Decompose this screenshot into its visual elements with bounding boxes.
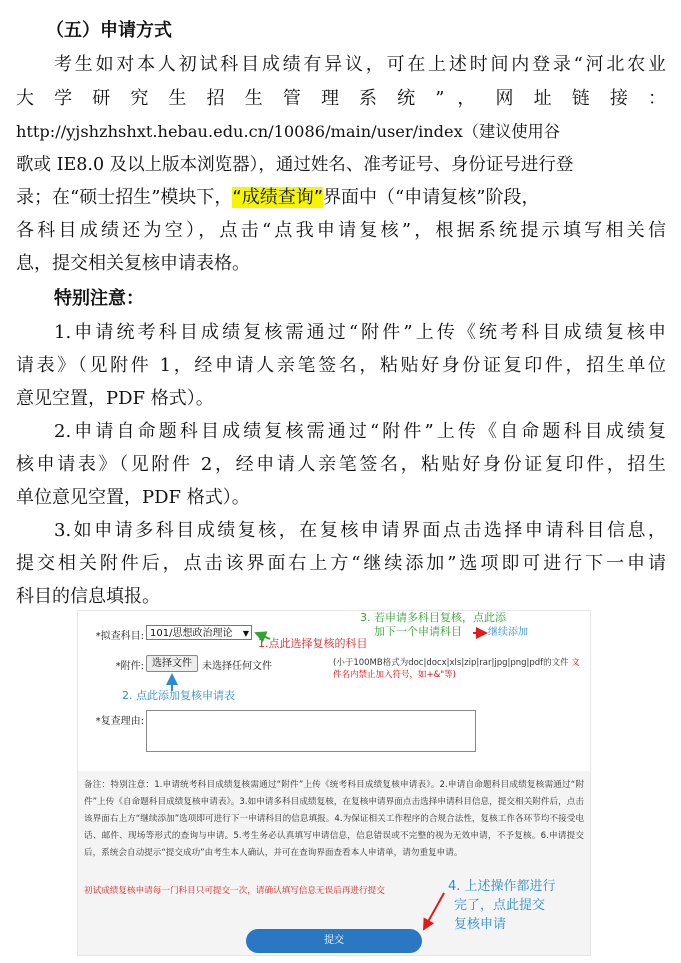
para1-line5-b: 界面中（“申请复核”阶段， [323, 187, 540, 208]
file-hint-format: (小于100MB格式为doc|docx|xls|zip|rar|jpg|png|pdf的文件 [333, 658, 569, 668]
highlight-score-query: “成绩查询” [232, 187, 324, 208]
section-heading: （五）申请方式 [46, 20, 172, 41]
notes-text: 备注：特别注意：1.申请统考科目成绩复核需通过“附件”上传《统考科目成绩复核申请表》。2.申请自命题科目成绩复核需通过“附件”上传《自命题科目成绩复核申请表》。3.如申请多科目成绩复核，在复核申请界面点击选择申请科目信息，提交相关附件后，点击该界面右上方“继续添加”选项即可进行下一申请科目的信息填报。4.为保证相关工作程序的合规合法性，复核工作各环节均不接受电话、邮件、现场等形式的查询与申请。5.考生务必认真填写申请信息，信息错误或不完整的视为无效申请，不予复核。6.申请提交后，系统会自动提示“提交成功”由考生本人确认，并可在查询界面查看本人申请单，请勿重复申请。 [84, 780, 584, 858]
submit-button[interactable]: 提交 [246, 929, 422, 953]
chevron-down-icon: ▼ [242, 629, 249, 638]
para1-line6: 各科目成绩还为空），点击“点我申请复核”，根据系统提示填写相关信 [16, 220, 666, 241]
reason-label: *复查理由: [95, 716, 144, 727]
arrow-to-subject [256, 633, 270, 639]
item2-line2: 核申请表》（见附件 2，经申请人亲笔签名，粘贴好身份证复印件，招生 [16, 454, 666, 475]
choose-file-button[interactable]: 选择文件 [146, 655, 198, 672]
annotation-4-line1: 4. 上述操作都进行 [448, 879, 556, 894]
item3-line1: 3.如申请多科目成绩复核，在复核申请界面点击选择申请科目信息， [54, 520, 666, 541]
item1-line3: 意见空置，PDF 格式）。 [16, 388, 214, 409]
item2-line3: 单位意见空置，PDF 格式）。 [16, 487, 250, 508]
subject-select-value: 101/思想政治理论 [150, 628, 233, 639]
annotation-arrows [78, 611, 590, 955]
para1-line1: 考生如对本人初试科目成绩有异议，可在上述时间内登录“河北农业 [54, 54, 666, 75]
annotation-1: 1.点此选择复核的科目 [258, 637, 368, 650]
item2-line1: 2.申请自命题科目成绩复核需通过“附件”上传《自命题科目成绩复 [54, 421, 666, 442]
item1-line1: 1.申请统考科目成绩复核需通过“附件”上传《统考科目成绩复核申 [54, 322, 666, 343]
no-file-text: 未选择任何文件 [202, 661, 272, 672]
para1-line5 [16, 187, 666, 209]
subject-label: *拟查科目: [95, 631, 144, 642]
para1-line5-a: 录；在“硕士招生”模块下， [16, 187, 233, 208]
continue-add-link[interactable]: 继续添加 [488, 627, 528, 638]
attach-label: *附件: [115, 661, 144, 672]
embedded-screenshot [77, 610, 591, 956]
annotation-4-line3: 复核申请 [454, 917, 507, 932]
special-note-title: 特别注意： [54, 288, 144, 309]
arrow-to-submit [424, 893, 444, 929]
para1-line7: 息，提交相关复核申请表格。 [16, 253, 250, 274]
annotation-3-line2: 加下一个申请科目 [374, 625, 462, 638]
annotation-4-line2: 完了，点此提交 [454, 898, 546, 913]
para1-line4: 歌或 IE8.0 及以上版本浏览器），通过姓名、准考证号、身份证号进行登 [16, 155, 574, 175]
para1-line2: 大 学 研 究 生 招 生 管 理 系 统 ” ， 网 址 链 接 ： [16, 88, 667, 109]
para1-line3-url: http://yjshzhshxt.hebau.edu.cn/10086/main/user/index（建议使用谷 [16, 122, 560, 141]
file-hint-warning: 文件名内禁止加入符号，如+&"等) [333, 658, 580, 680]
annotation-2: 2. 点此添加复核申请表 [122, 689, 235, 702]
item3-line2: 提交相关附件后，点击该界面右上方“继续添加”选项即可进行下一申请 [16, 553, 666, 574]
item3-line3: 科目的信息填报。 [16, 586, 160, 607]
submit-warning: 初试成绩复核申请每一门科目只可提交一次，请确认填写信息无误后再进行提交 [84, 886, 385, 896]
item1-line2: 请表》（见附件 1，经申请人亲笔签名，粘贴好身份证复印件，招生单位 [16, 355, 666, 376]
annotation-3-line1: 3. 若申请多科目复核，点此添 [360, 611, 506, 624]
